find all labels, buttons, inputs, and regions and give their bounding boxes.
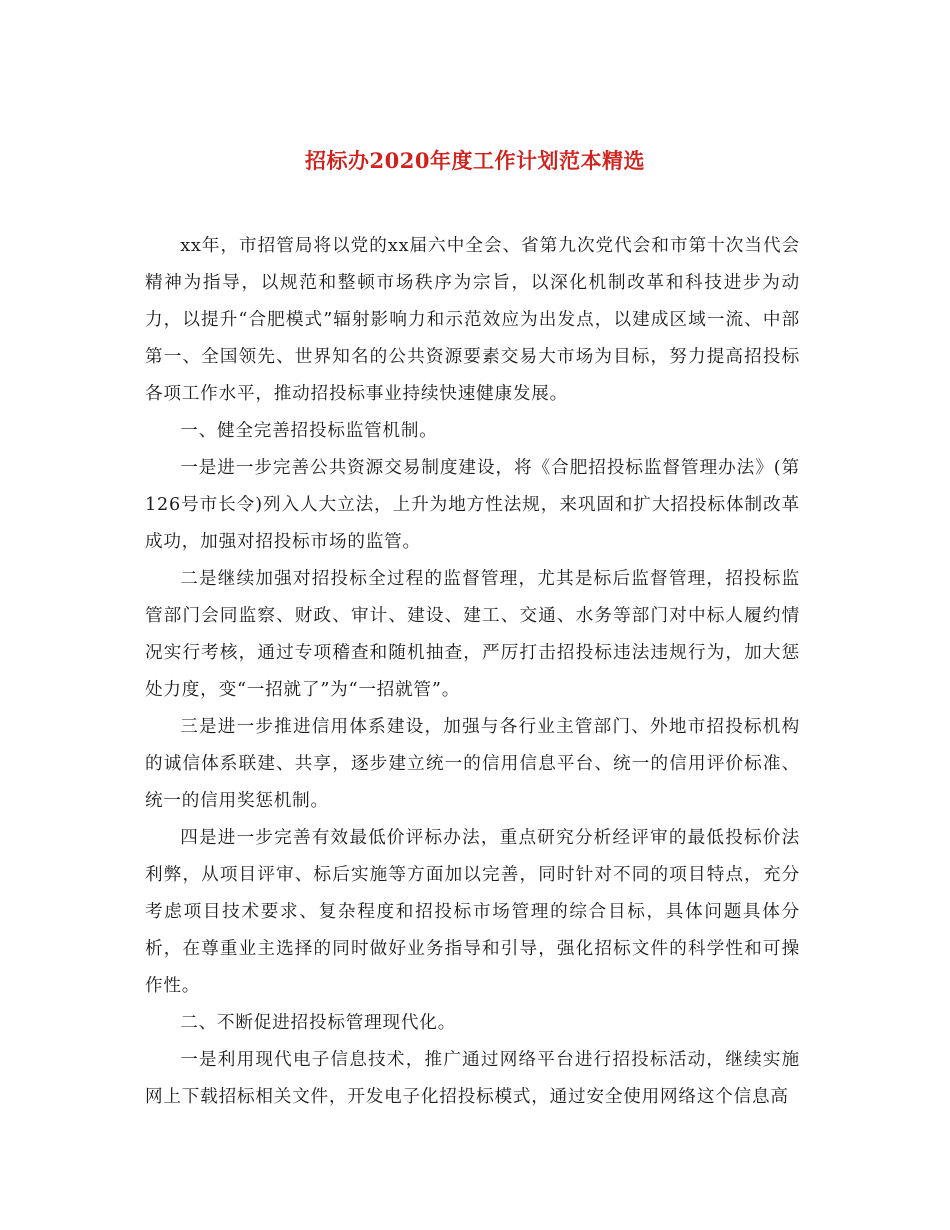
section-heading-1: 一、健全完善招投标监管机制。 <box>180 421 438 441</box>
paragraph-2-1: 一是利用现代电子信息技术，推广通过网络平台进行招投标活动，继续实施网上下载招标相关文件，开发电子化招投标模式，通过安全使用网络这个信息高 <box>145 1050 800 1107</box>
section-heading-2: 二、不断促进招投标管理现代化。 <box>180 1013 457 1033</box>
paragraph-1-1: 一是进一步完善公共资源交易制度建设，将《合肥招投标监督管理办法》(第126号市长令)列入人大立法，上升为地方性法规，来巩固和扩大招投标体制改革成功，加强对招投标市场的监管。 <box>145 458 800 552</box>
document-title: 招标办2020年度工作计划范本精选 <box>305 148 645 173</box>
paragraph-1-2: 二是继续加强对招投标全过程的监督管理，尤其是标后监督管理，招投标监管部门会同监察、财政、审计、建设、建工、交通、水务等部门对中标人履约情况实行考核，通过专项稽查和随机抽查，严厉打击招投标违法违规行为，加大惩处力度，变“一招就了”为“一招就管”。 <box>145 569 800 700</box>
document-body <box>145 228 800 1116</box>
paragraph-1-4: 四是进一步完善有效最低价评标办法，重点研究分析经评审的最低投标价法利弊，从项目评审、标后实施等方面加以完善，同时针对不同的项目特点，充分考虑项目技术要求、复杂程度和招投标市场管理的综合目标，具体问题具体分析，在尊重业主选择的同时做好业务指导和引导，强化招标文件的科学性和可操作性。 <box>145 828 800 996</box>
paragraph-1-3: 三是进一步推进信用体系建设，加强与各行业主管部门、外地市招投标机构的诚信体系联建、共享，逐步建立统一的信用信息平台、统一的信用评价标准、统一的信用奖惩机制。 <box>145 717 800 811</box>
paragraph-intro: xx年，市招管局将以党的xx届六中全会、省第九次党代会和市第十次当代会精神为指导，以规范和整顿市场秩序为宗旨，以深化机制改革和科技进步为动力，以提升“合肥模式”辐射影响力和示范效应为出发点，以建成区域一流、中部第一、全国领先、世界知名的公共资源要素交易大市场为目标，努力提高招投标各项工作水平，推动招投标事业持续快速健康发展。 <box>145 236 800 404</box>
